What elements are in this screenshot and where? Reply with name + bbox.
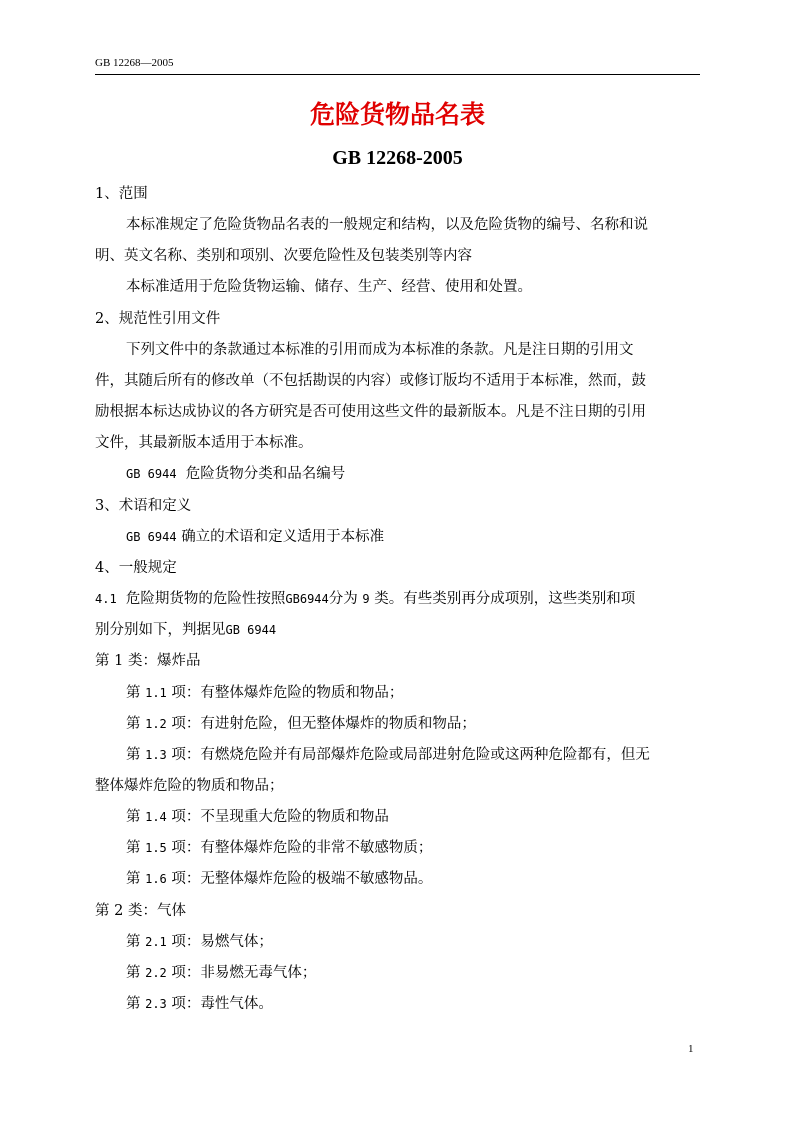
division-1-4 [126,808,700,826]
section-2-paragraph-line-3: 励根据本标达成协议的各方研究是否可使用这些文件的最新版本。凡是不注日期的引用 [95,404,646,420]
page-number: 1 [688,1043,694,1055]
clause-4-1-line-2 [95,621,700,639]
division-prefix: 第 [126,934,141,950]
division-1-6 [126,870,700,888]
division-number: 2.3 [145,997,167,1011]
clause-text-a: 危险期货物的危险性按照 [125,591,286,607]
term-reference-code: GB 6944 [126,530,177,544]
clause-text-b: 分为 [328,591,358,607]
division-prefix: 第 [126,840,141,856]
section-2-paragraph-line-4: 文件，其最新版本适用于本标准。 [95,435,313,451]
division-1-2 [126,715,700,733]
section-1-paragraph-2: 本标准适用于危险货物运输、储存、生产、经营、使用和处置。 [126,279,532,295]
division-description: 项：不呈现重大危险的物质和物品 [171,809,389,825]
division-description: 项：易燃气体； [171,934,273,950]
division-2-1 [126,933,700,951]
division-1-1 [126,684,700,702]
class-2-heading: 第 2 类：气体 [95,903,186,919]
division-1-5 [126,839,700,857]
division-number: 1.1 [145,686,167,700]
division-number: 1.2 [145,717,167,731]
section-4-heading: 4、一般规定 [95,560,177,576]
term-reference-text: 确立的术语和定义适用于本标准 [181,529,385,545]
division-prefix: 第 [126,809,141,825]
division-prefix: 第 [126,685,141,701]
clause-code-2: GB 6944 [225,623,277,637]
division-prefix: 第 [126,716,141,732]
reference-title: 危险货物分类和品名编号 [185,466,346,482]
division-number: 2.2 [145,966,167,980]
division-number: 1.5 [145,841,167,855]
section-1-paragraph-1-line-2: 明、英文名称、类别和项别、次要危险性及包装类别等内容 [95,248,472,264]
division-description: 项：无整体爆炸危险的极端不敏感物品。 [171,871,433,887]
division-prefix: 第 [126,965,141,981]
class-1-heading: 第 1 类：爆炸品 [95,653,201,669]
document-title: 危险货物品名表 [309,100,485,129]
division-1-3-continuation: 整体爆炸危险的物质和物品； [95,778,284,794]
section-2-paragraph-line-2: 件，其随后所有的修改单（不包括勘误的内容）或修订版均不适用于本标准，然而，鼓 [95,373,646,389]
running-header: GB 12268—2005 [95,57,174,69]
division-2-2 [126,964,700,982]
division-number: 1.6 [145,872,167,886]
division-number: 1.4 [145,810,167,824]
clause-4-1-line-1 [95,590,700,608]
clause-number: 4.1 [95,592,117,606]
section-1-paragraph-1-line-1: 本标准规定了危险货物品名表的一般规定和结构，以及危险货物的编号、名称和说 [126,217,648,233]
division-description: 项：非易燃无毒气体； [171,965,317,981]
division-1-3 [126,746,700,764]
section-3-paragraph [126,528,700,546]
division-description: 项：毒性气体。 [171,996,273,1012]
normative-reference [126,465,700,483]
clause-text-c: 类。有些类别再分成项别，这些类别和项 [374,591,636,607]
header-rule [95,74,700,75]
division-prefix: 第 [126,747,141,763]
section-2-heading: 2、规范性引用文件 [95,311,221,327]
clause-code: GB6944 [285,592,329,606]
division-number: 1.3 [145,748,167,762]
division-description: 项：有进射危险，但无整体爆炸的物质和物品； [171,716,476,732]
division-2-3 [126,995,700,1013]
division-description: 项：有整体爆炸危险的非常不敏感物质； [171,840,433,856]
division-description: 项：有燃烧危险并有局部爆炸危险或局部进射危险或这两种危险都有，但无 [171,747,650,763]
division-description: 项：有整体爆炸危险的物质和物品； [171,685,404,701]
section-1-heading: 1、范围 [95,186,148,202]
reference-code: GB 6944 [126,467,177,481]
class-count: 9 [362,592,370,606]
section-2-paragraph-line-1: 下列文件中的条款通过本标准的引用而成为本标准的条款。凡是注日期的引用文 [126,342,634,358]
division-number: 2.1 [145,935,167,949]
standard-code: GB 12268-2005 [332,147,463,169]
division-prefix: 第 [126,871,141,887]
clause-text-d: 别分别如下，判据见 [95,622,226,638]
section-3-heading: 3、术语和定义 [95,498,192,514]
division-prefix: 第 [126,996,141,1012]
